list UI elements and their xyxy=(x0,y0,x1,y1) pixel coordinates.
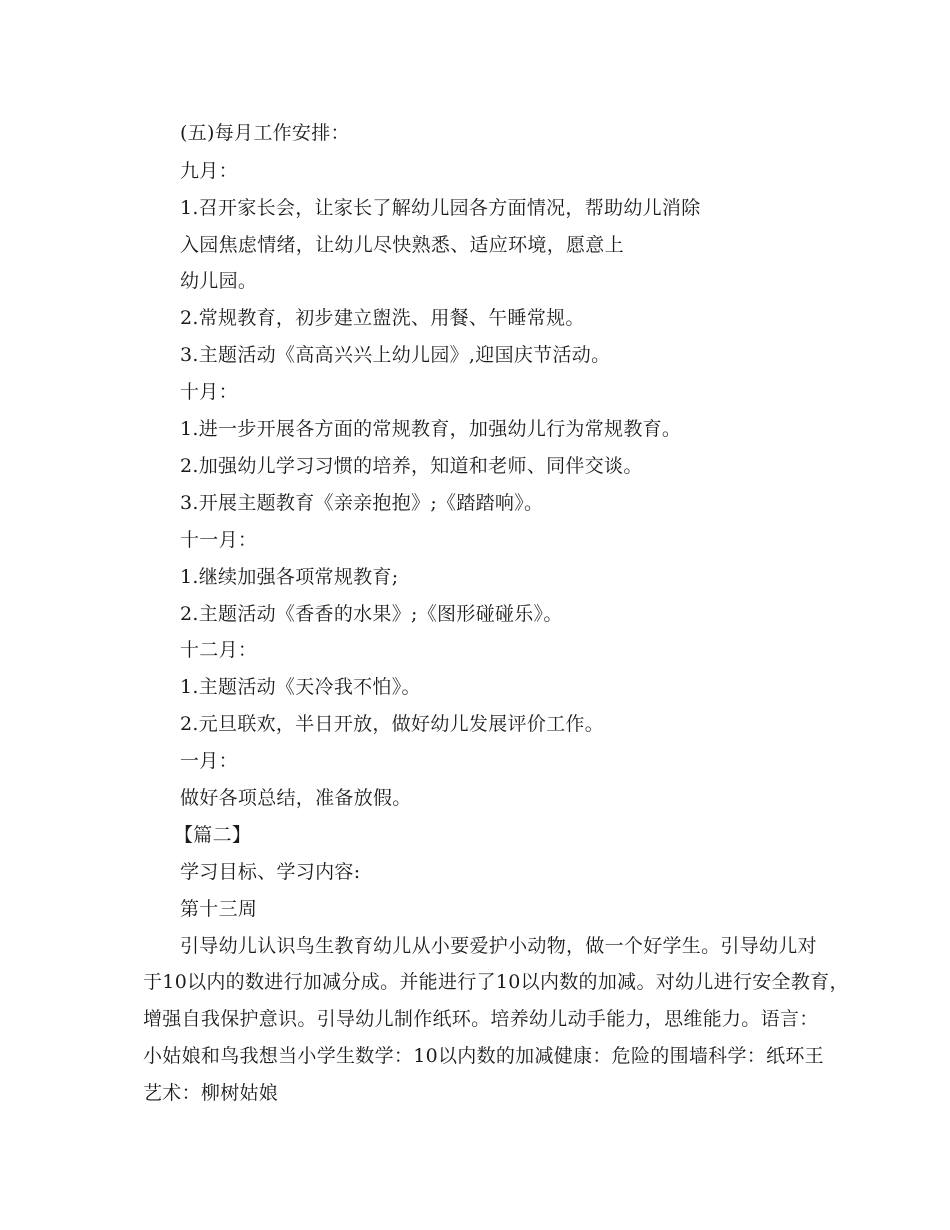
section-heading: (五)每月工作安排： xyxy=(180,122,350,144)
list-item: 1.继续加强各项常规教育; xyxy=(180,566,399,588)
paragraph-line: 增强自我保护意识。引导幼儿制作纸环。培养幼儿动手能力，思维能力。语言： xyxy=(143,1008,819,1030)
list-item: 1.召开家长会，让家长了解幼儿园各方面情况，帮助幼儿消除 xyxy=(180,197,701,219)
list-item: 2.主题活动《香香的水果》;《图形碰碰乐》。 xyxy=(180,603,563,625)
list-item: 入园焦虑情绪，让幼儿尽快熟悉、适应环境，愿意上 xyxy=(180,234,624,256)
list-item: 2.常规教育，初步建立盥洗、用餐、午睡常规。 xyxy=(180,307,585,329)
list-item: 3.开展主题教育《亲亲抱抱》;《踏踏响》。 xyxy=(180,492,544,514)
subheading: 学习目标、学习内容: xyxy=(180,861,361,883)
paragraph-line: 引导幼儿认识鸟生教育幼儿从小要爱护小动物，做一个好学生。引导幼儿对 xyxy=(180,935,817,957)
list-item: 做好各项总结，准备放假。 xyxy=(180,787,412,809)
month-label-december: 十二月： xyxy=(180,639,258,661)
list-item: 2.元旦联欢，半日开放，做好幼儿发展评价工作。 xyxy=(180,713,605,735)
part-title: 【篇二】 xyxy=(174,824,252,846)
list-item: 3.主题活动《高高兴兴上幼儿园》,迎国庆节活动。 xyxy=(180,344,611,366)
list-item: 幼儿园。 xyxy=(180,270,258,292)
paragraph-line: 于10以内的数进行加减分成。并能进行了10以内数的加减。对幼儿进行安全教育， xyxy=(143,971,849,993)
month-label-september: 九月： xyxy=(180,160,238,182)
list-item: 1.主题活动《天冷我不怕》。 xyxy=(180,676,421,698)
week-label: 第十三周 xyxy=(180,898,258,920)
month-label-october: 十月： xyxy=(180,381,238,403)
list-item: 1.进一步开展各方面的常规教育，加强幼儿行为常规教育。 xyxy=(180,418,682,440)
month-label-january: 一月： xyxy=(180,750,238,772)
month-label-november: 十一月： xyxy=(180,529,258,551)
paragraph-line: 艺术：柳树姑娘 xyxy=(143,1082,279,1104)
paragraph-line: 小姑娘和鸟我想当小学生数学：10以内数的加减健康：危险的围墙科学：纸环王 xyxy=(143,1045,824,1067)
list-item: 2.加强幼儿学习习惯的培养，知道和老师、同伴交谈。 xyxy=(180,455,643,477)
